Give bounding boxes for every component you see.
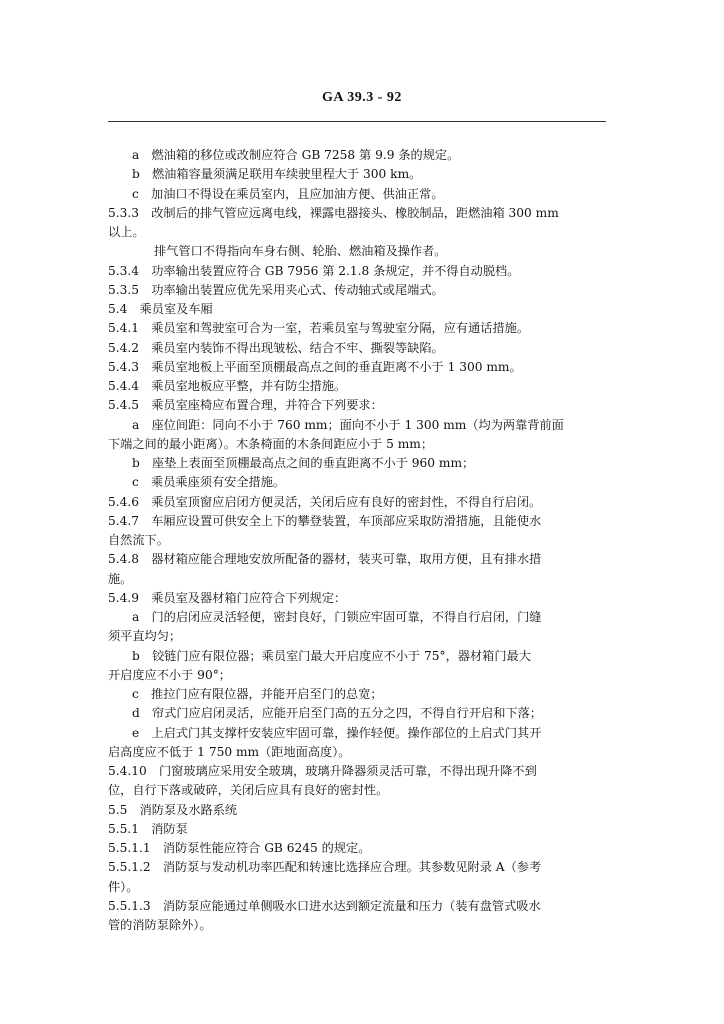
text-line: 5.5.1.1 消防泵性能应符合 GB 6245 的规定。 — [108, 841, 371, 855]
text-line: b 座垫上表面至顶棚最高点之间的垂直距离不小于 960 mm； — [132, 456, 475, 470]
text-line: 5.4 乘员室及车厢 — [108, 302, 213, 316]
text-line: a 燃油箱的移位或改制应符合 GB 7258 第 9.9 条的规定。 — [132, 148, 460, 162]
text-line: 5.4.2 乘员室内装饰不得出现皱松、结合不牢、撕裂等缺陷。 — [108, 340, 444, 355]
text-line: 管的消防泵除外）。 — [108, 918, 212, 932]
text-line: 施。 — [108, 571, 133, 586]
text-line: 位，自行下落或破碎，关闭后应具有良好的密封性。 — [108, 783, 389, 798]
page-header: GA 39.3 - 92 — [322, 90, 402, 105]
text-line: b 铰链门应有限位器；乘员室门最大开启度应不小于 75°，器材箱门最大 — [132, 648, 531, 663]
document-body — [108, 146, 620, 935]
text-line: 须平直均匀； — [108, 629, 182, 644]
text-line: 5.4.4 乘员室地板应平整，并有防尘措施。 — [108, 379, 347, 393]
text-line: 5.4.5 乘员室座椅应布置合理，并符合下列要求： — [108, 398, 383, 413]
text-line: 5.4.1 乘员室和驾驶室可合为一室，若乘员室与驾驶室分隔，应有通话措施。 — [108, 321, 530, 336]
text-line: 5.5.1 消防泵 — [108, 821, 188, 836]
text-line: 下端之间的最小距离）。木条椅面的木条间距应小于 5 mm； — [108, 436, 434, 451]
text-line: d 帘式门应启闭灵活，应能开启至门高的五分之四，不得自行开启和下落； — [132, 706, 542, 721]
text-line: 5.4.9 乘员室及器材箱门应符合下列规定： — [108, 590, 347, 605]
text-line: b 燃油箱容量须满足联用车续驶里程大于 300 km。 — [132, 167, 422, 182]
text-line: c 推拉门应有限位器，并能开启至门的总宽； — [132, 687, 383, 701]
text-line: 5.3.3 改制后的排气管应远离电线，裸露电器接头、橡胶制品，距燃油箱 300 mm — [108, 205, 559, 220]
text-line: 启高度应不低于 1 750 mm（距地面高度）。 — [108, 744, 351, 759]
text-line: 自然流下。 — [108, 533, 169, 547]
text-line: 5.4.8 器材箱应能合理地安放所配备的器材，装夹可靠，取用方便，且有排水措 — [108, 552, 542, 567]
text-line: 5.4.3 乘员室地板上平面至顶棚最高点之间的垂直距离不小于 1 300 mm。 — [108, 359, 522, 374]
text-line: a 门的启闭应灵活轻便，密封良好，门锁应牢固可靠，不得自行启闭，门缝 — [132, 610, 542, 624]
text-line: 5.5 消防泵及水路系统 — [108, 802, 238, 817]
text-line: 5.5.1.3 消防泵应能通过单侧吸水口进水达到额定流量和压力（装有盘管式吸水 — [108, 898, 541, 913]
text-line: 开启度应不小于 90°； — [108, 667, 231, 682]
text-line: 排气管口不得指向车身右侧、轮胎、燃油箱及操作者。 — [154, 244, 447, 259]
text-line: 5.4.7 车厢应设置可供安全上下的攀登装置，车顶部应采取防滑措施，且能使水 — [108, 513, 542, 528]
text-line: 5.3.5 功率输出装置应优先采用夹心式、传动轴式或尾端式。 — [108, 282, 444, 297]
text-line: 件）。 — [108, 879, 139, 894]
text-line: 5.4.10 门窗玻璃应采用安全玻璃，玻璃升降器须灵活可靠，不得出现升降不到 — [108, 764, 537, 778]
text-line: c 加油口不得设在乘员室内，且应加油方便、供油正常。 — [132, 186, 444, 201]
text-line: 5.3.4 功率输出装置应符合 GB 7956 第 2.1.8 条规定，并不得自动脱档。 — [108, 263, 520, 278]
text-line: a 座位间距：同向不小于 760 mm；面向不小于 1 300 mm（均为两靠背前面 — [132, 417, 564, 432]
text-line: c 乘员乘座须有安全措施。 — [132, 475, 286, 490]
text-line: 以上。 — [108, 225, 145, 239]
header-rule — [108, 121, 606, 122]
text-line: e 上启式门其支撑杆安装应牢固可靠，操作轻便。操作部位的上启式门其开 — [132, 725, 542, 740]
text-line: 5.4.6 乘员室顶窗应启闭方便灵活，关闭后应有良好的密封性，不得自行启闭。 — [108, 494, 542, 509]
text-line: 5.5.1.2 消防泵与发动机功率匹配和转速比选择应合理。其参数见附录 A（参考 — [108, 860, 542, 875]
